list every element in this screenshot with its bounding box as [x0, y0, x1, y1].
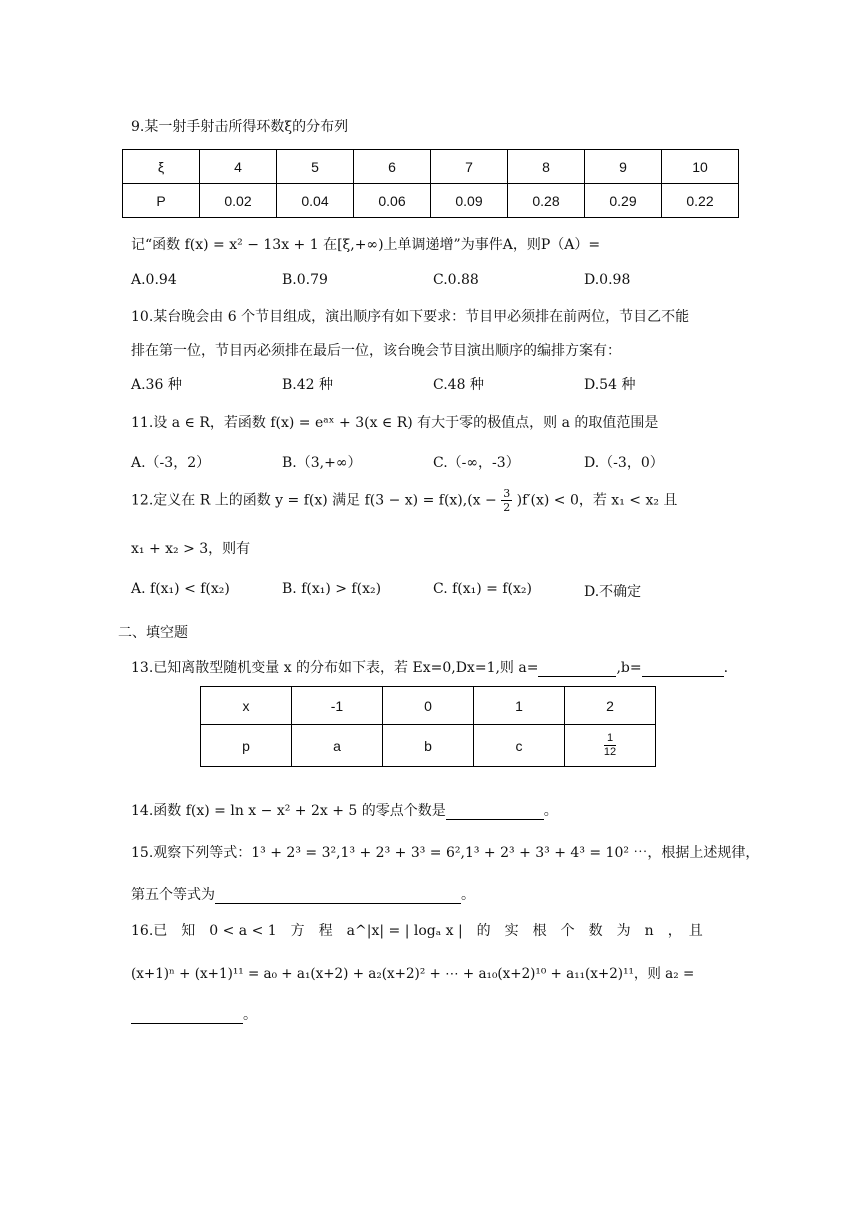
table-cell: b — [383, 725, 474, 767]
table-cell: 7 — [431, 150, 508, 184]
fraction — [604, 732, 616, 759]
fraction-denominator: 12 — [603, 746, 617, 758]
fraction-numerator: 3 — [503, 487, 511, 500]
q11-option-d: D.（-3，0） — [584, 455, 664, 471]
table-cell: 8 — [508, 150, 585, 184]
q9-stem: 9.某一射手射击所得环数ξ的分布列 — [131, 119, 349, 135]
q10-option-b: B.42 种 — [282, 377, 334, 393]
q13-stem-b: ,b= — [616, 660, 642, 676]
table-cell: ξ — [123, 150, 200, 184]
q12-line1-end: )f′(x) < 0，若 x₁ < x₂ 且 — [516, 492, 678, 509]
q9-option-b: B.0.79 — [282, 272, 328, 288]
table-cell: -1 — [292, 687, 383, 725]
q12-option-a: A. f(x₁) < f(x₂) — [131, 581, 230, 597]
q13-distribution-table — [200, 686, 656, 767]
q12-line1 — [131, 487, 677, 514]
q10-option-a: A.36 种 — [131, 377, 182, 393]
q16-line3 — [131, 1004, 257, 1024]
q15-line2-text: 第五个等式为 — [131, 887, 215, 903]
q13-stem — [131, 657, 728, 677]
table-cell: 2 — [565, 687, 656, 725]
table-cell — [565, 725, 656, 767]
q13-stem-end: . — [723, 660, 729, 676]
q10-option-d: D.54 种 — [584, 377, 636, 393]
q12-line1-start: 12.定义在 R 上的函数 y = f(x) 满足 f(3 − x) = f(x),(x − — [131, 492, 497, 509]
fraction — [501, 487, 512, 514]
table-cell: 1 — [474, 687, 565, 725]
table-row — [201, 687, 656, 725]
q9-option-a: A.0.94 — [131, 272, 177, 288]
q13-stem-text: 13.已知离散型随机变量 x 的分布如下表，若 Ex=0,Dx=1,则 a= — [131, 660, 539, 676]
answer-blank — [446, 819, 544, 820]
table-cell: 0.04 — [277, 184, 354, 218]
table-cell: 0.09 — [431, 184, 508, 218]
q12-line2: x₁ + x₂ > 3，则有 — [131, 541, 251, 557]
answer-blank-a — [538, 676, 616, 677]
q16-line2: (x+1)ⁿ + (x+1)¹¹ = a₀ + a₁(x+2) + a₂(x+2)² + ⋯ + a₁₀(x+2)¹⁰ + a₁₁(x+2)¹¹，则 a₂ = — [131, 966, 695, 982]
table-row — [123, 184, 739, 218]
table-cell: a — [292, 725, 383, 767]
table-cell: 0.28 — [508, 184, 585, 218]
q12-option-b: B. f(x₁) > f(x₂) — [282, 581, 382, 597]
fraction-numerator: 1 — [604, 732, 616, 746]
table-cell: 5 — [277, 150, 354, 184]
q9-condition: 记“函数 f(x) = x² − 13x + 1 在[ξ,+∞)上单调递增”为事件A，则P（A）= — [131, 237, 601, 253]
table-cell: x — [201, 687, 292, 725]
q14-stem — [131, 800, 558, 820]
table-cell: 0.02 — [200, 184, 277, 218]
table-cell: 4 — [200, 150, 277, 184]
fraction-denominator: 2 — [503, 501, 511, 514]
q9-option-d: D.0.98 — [584, 272, 631, 288]
q16-end: 。 — [243, 1007, 257, 1023]
q14-stem-text: 14.函数 f(x) = ln x − x² + 2x + 5 的零点个数是 — [131, 803, 446, 819]
answer-blank-b — [642, 676, 724, 677]
answer-blank — [215, 903, 461, 904]
q11-option-b: B.（3,+∞） — [282, 455, 362, 471]
q15-line2 — [131, 884, 475, 904]
table-cell: 0.29 — [585, 184, 662, 218]
q16-line1: 16.已 知 0 < a < 1 方 程 a^|x| = | logₐ x | 的 实 根 个 数 为 n ， 且 — [131, 923, 703, 939]
section-heading: 二、填空题 — [118, 625, 188, 641]
q10-option-c: C.48 种 — [433, 377, 484, 393]
table-cell: 0 — [383, 687, 474, 725]
table-cell: c — [474, 725, 565, 767]
table-row — [123, 150, 739, 184]
table-cell: 9 — [585, 150, 662, 184]
q10-line2: 排在第一位，节目丙必须排在最后一位，该台晚会节目演出顺序的编排方案有： — [131, 343, 621, 359]
q14-end: 。 — [543, 803, 558, 819]
q11-option-a: A.（-3，2） — [131, 455, 211, 471]
q11-option-c: C.（-∞，-3） — [433, 455, 520, 471]
table-cell: 0.06 — [354, 184, 431, 218]
table-row — [201, 725, 656, 767]
q15-end: 。 — [461, 887, 475, 903]
answer-blank — [131, 1023, 243, 1024]
q10-line1: 10.某台晚会由 6 个节目组成，演出顺序有如下要求：节目甲必须排在前两位，节目乙不能 — [131, 309, 690, 325]
table-cell: 6 — [354, 150, 431, 184]
q9-option-c: C.0.88 — [433, 272, 479, 288]
q11-stem: 11.设 a ∈ R，若函数 f(x) = eᵃˣ + 3(x ∈ R) 有大于零的极值点，则 a 的取值范围是 — [131, 415, 659, 431]
table-cell: 10 — [662, 150, 739, 184]
q12-option-c: C. f(x₁) = f(x₂) — [433, 581, 532, 597]
table-cell: p — [201, 725, 292, 767]
q15-line1: 15.观察下列等式：1³ + 2³ = 3²,1³ + 2³ + 3³ = 6²,1³ + 2³ + 3³ + 4³ = 10² ⋯，根据上述规律， — [131, 845, 760, 861]
table-cell: P — [123, 184, 200, 218]
q12-option-d: D.不确定 — [584, 584, 642, 600]
q9-distribution-table — [122, 149, 739, 218]
table-cell: 0.22 — [662, 184, 739, 218]
